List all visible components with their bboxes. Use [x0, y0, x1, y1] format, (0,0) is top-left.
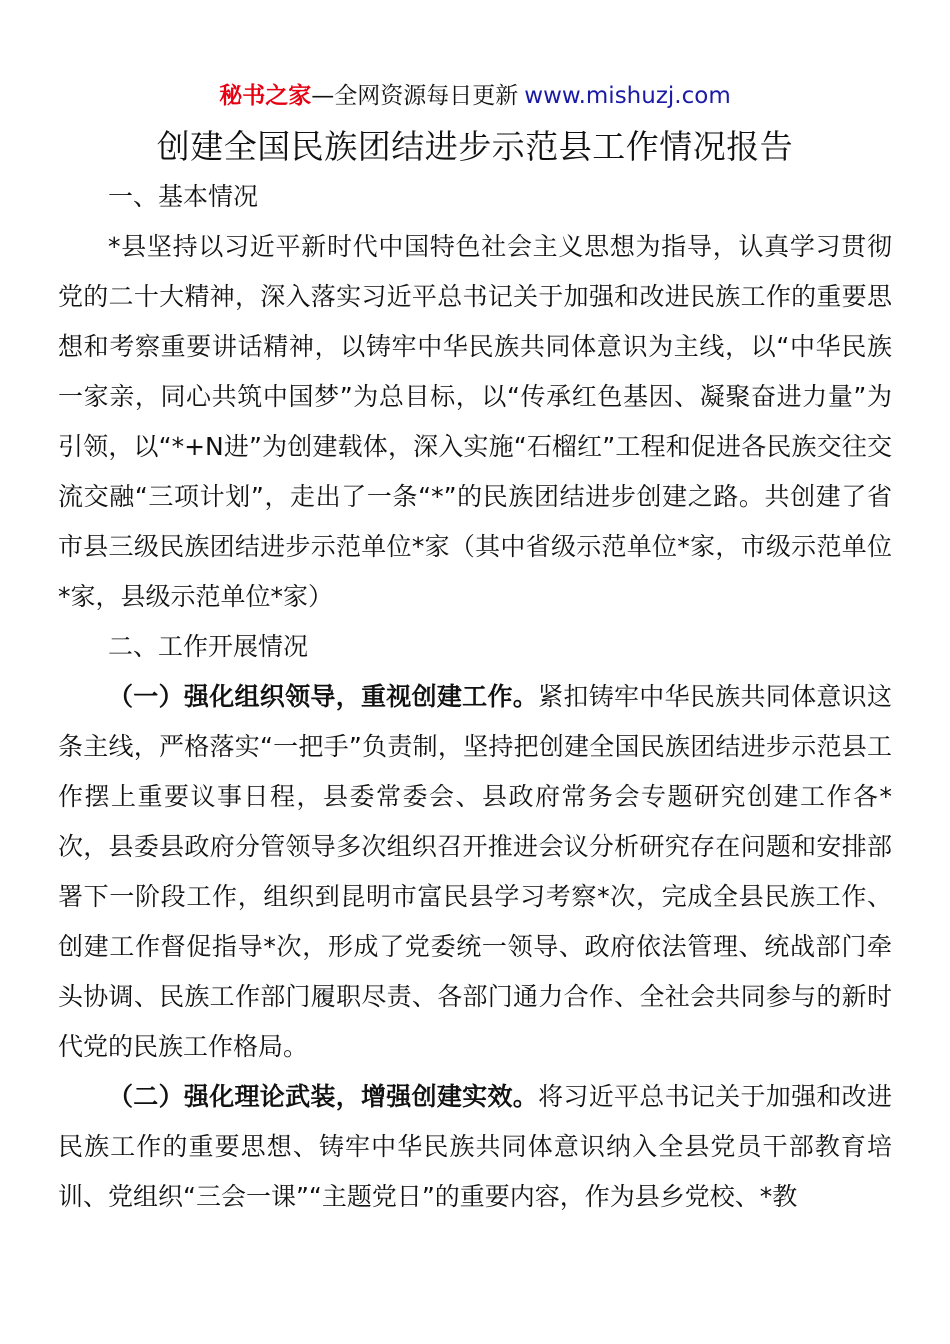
section-heading-basic: 一、基本情况 — [108, 182, 259, 211]
site-header — [0, 80, 950, 112]
paragraph-theory — [58, 1072, 892, 1222]
section-heading-work: 二、工作开展情况 — [108, 632, 309, 661]
document-body — [58, 172, 892, 1222]
paragraph-organization — [58, 672, 892, 1072]
paragraph-basic: *县坚持以习近平新时代中国特色社会主义思想为指导，认真学习贯彻党的二十大精神，深入落实习近平总书记关于加强和改进民族工作的重要思想和考察重要讲话精神，以铸牢中华民族共同体意识为主线，以“中华民族一家亲，同心共筑中国梦”为总目标，以“传承红色基因、凝聚奋进力量”为引领，以“*+N进”为创建载体，深入实施“石榴红”工程和促进各民族交往交流交融“三项计划”，走出了一条“*”的民族团结进步创建之路。共创建了省市县三级民族团结进步示范单位*家（其中省级示范单位*家，市级示范单位*家，县级示范单位*家） — [58, 232, 892, 611]
paragraph-organization-text: 紧扣铸牢中华民族共同体意识这条主线，严格落实“一把手”负责制，坚持把创建全国民族团结进步示范县工作摆上重要议事日程，县委常委会、县政府常务会专题研究创建工作各*次，县委县政府分管领导多次组织召开推进会议分析研究存在问题和安排部署下一阶段工作，组织到昆明市富民县学习考察*次，完成全县民族工作、创建工作督促指导*次，形成了党委统一领导、政府依法管理、统战部门牵头协调、民族工作部门履职尽责、各部门通力合作、全社会共同参与的新时代党的民族工作格局。 — [58, 682, 892, 1061]
site-brand: 秘书之家 — [219, 83, 312, 109]
site-url-link[interactable]: www.mishuzj.com — [524, 83, 731, 109]
page-title: 创建全国民族团结进步示范县工作情况报告 — [156, 127, 794, 166]
paragraph-theory-text: 将习近平总书记关于加强和改进民族工作的重要思想、铸牢中华民族共同体意识纳入全县党员干部教育培训、党组织“三会一课”“主题党日”的重要内容，作为县乡党校、*教 — [58, 1082, 892, 1211]
subheading-theory: （二）强化理论武装，增强创建实效。 — [108, 1082, 539, 1111]
site-tagline: —全网资源每日更新 — [311, 83, 519, 109]
subheading-organization: （一）强化组织领导，重视创建工作。 — [108, 682, 539, 711]
